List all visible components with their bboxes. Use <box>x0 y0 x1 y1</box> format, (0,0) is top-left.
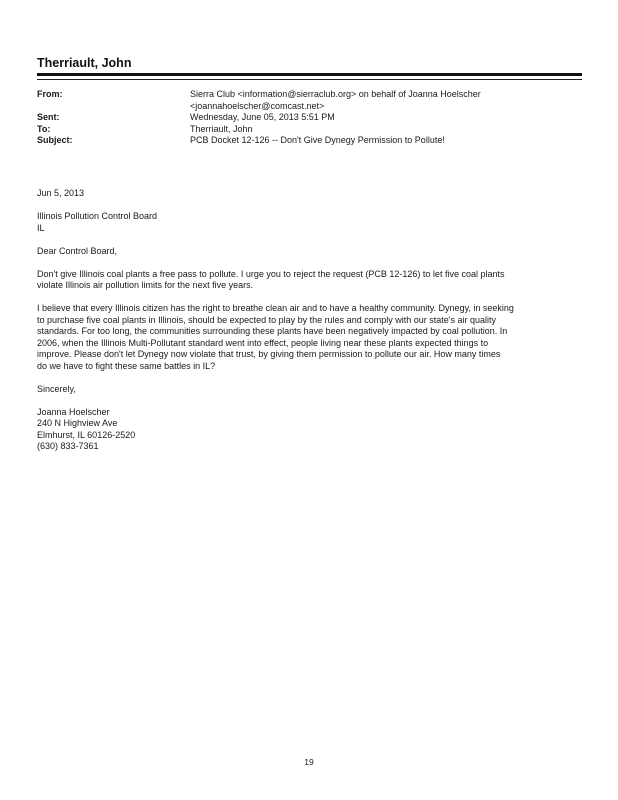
subject-row <box>37 135 582 147</box>
paragraph-2-line: standards. For too long, the communities surrounding these plants have been negatively impacted by coal pollution. In <box>37 326 508 336</box>
paragraph-2-line: improve. Please don't let Dynegy now violate that trust, by giving them permission to pollute our air. How many times <box>37 349 501 359</box>
recipient-line1: Illinois Pollution Control Board <box>37 211 158 221</box>
to-value: Therriault, John <box>190 123 253 134</box>
from-value-line2: <joannahoelscher@comcast.net> <box>190 100 325 111</box>
paragraph-2-line: to purchase five coal plants in Illinois, should be expected to play by the rules and comply with our state's air quality <box>37 314 496 325</box>
paragraph-2-line: 2006, when the Illinois Multi-Pollutant standard went into effect, people living near these plants expected things to <box>37 337 489 348</box>
paragraph-2-line: do we have to fight these same battles in IL? <box>37 360 216 371</box>
signature-name: Joanna Hoelscher <box>37 406 110 417</box>
to-label: To: <box>37 123 51 134</box>
letter-date: Jun 5, 2013 <box>37 188 85 198</box>
paragraph-2 <box>37 303 587 372</box>
paragraph-1 <box>37 269 587 292</box>
page-number: 19 <box>304 757 314 767</box>
paragraph-1-line: Don't give Illinois coal plants a free pass to pollute. I urge you to reject the request (PCB 12-126) to let five coal plants <box>37 268 505 279</box>
from-label: From: <box>37 89 63 99</box>
email-headers <box>37 89 582 147</box>
sent-row <box>37 112 582 124</box>
email-body <box>37 188 587 464</box>
closing: Sincerely, <box>37 383 76 394</box>
signature-address-line2: Elmhurst, IL 60126-2520 <box>37 429 136 440</box>
subject-value: PCB Docket 12-126 -- Don't Give Dynegy Permission to Pollute! <box>190 135 445 145</box>
from-row <box>37 89 582 112</box>
header-rule-thick <box>37 73 582 76</box>
paragraph-1-line: violate Illinois air pollution limits for the next five years. <box>37 280 254 290</box>
signature-phone: (630) 833-7361 <box>37 441 99 451</box>
mailbox-owner-name: Therriault, John <box>37 56 132 70</box>
recipient-block <box>37 211 587 234</box>
signature-address-line1: 240 N Highview Ave <box>37 418 118 428</box>
recipient-line2: IL <box>37 222 45 233</box>
subject-label: Subject: <box>37 135 73 145</box>
from-value <box>190 89 582 112</box>
signature-block <box>37 407 587 453</box>
from-value-line1: Sierra Club <information@sierraclub.org> on behalf of Joanna Hoelscher <box>190 89 481 99</box>
sent-value: Wednesday, June 05, 2013 5:51 PM <box>190 112 335 122</box>
salutation: Dear Control Board, <box>37 245 118 256</box>
header-rule-thin <box>37 79 582 80</box>
paragraph-2-line: I believe that every Illinois citizen has the right to breathe clean air and to have a healthy community. Dynegy, in seeking <box>37 303 514 313</box>
to-row <box>37 124 582 136</box>
sent-label: Sent: <box>37 112 60 122</box>
